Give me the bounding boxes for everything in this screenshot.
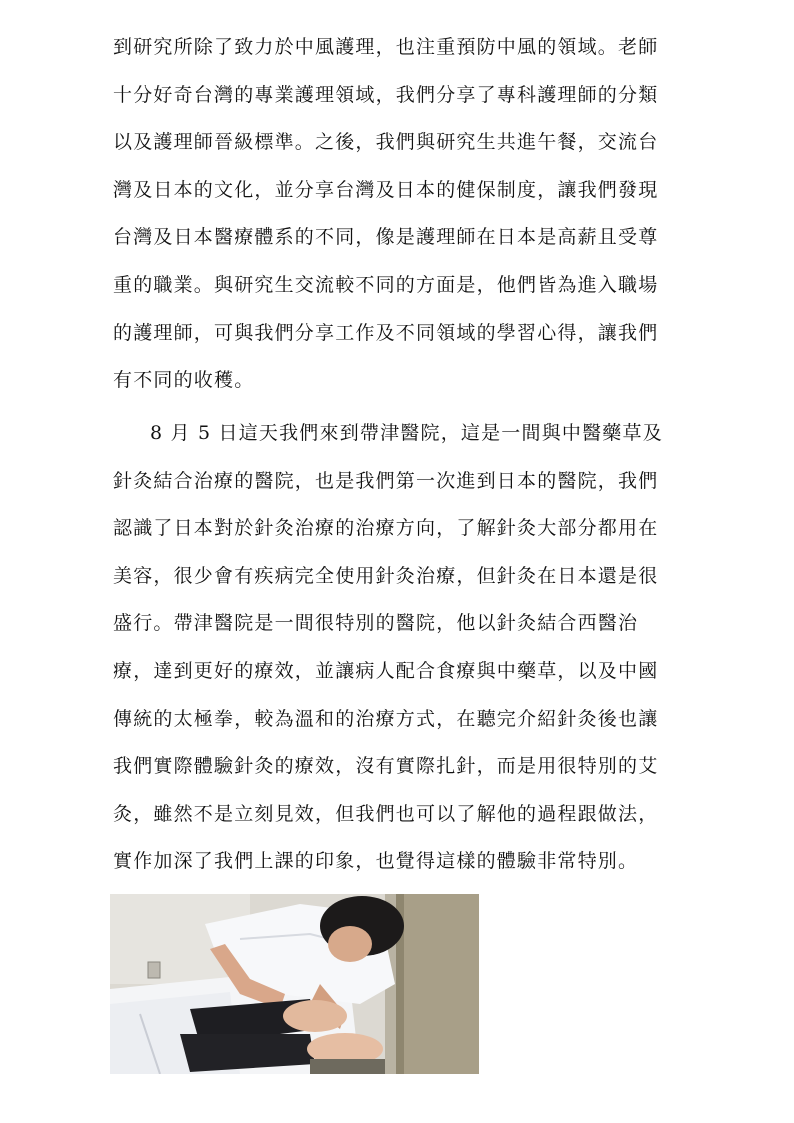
- text-line: 實作加深了我們上課的印象，也覺得這樣的體驗非常特別。: [113, 850, 639, 873]
- text-line: 台灣及日本醫療體系的不同，像是護理師在日本是高薪且受尊: [113, 226, 659, 249]
- text-line: 到研究所除了致力於中風護理，也注重預防中風的領域。老師: [113, 36, 659, 58]
- text-line: 有不同的收穫。: [113, 369, 255, 392]
- text-line: 美容，很少會有疾病完全使用針灸治療，但針灸在日本還是很: [113, 564, 659, 587]
- text-line: 針灸結合治療的醫院，也是我們第一次進到日本的醫院，我們: [113, 469, 659, 492]
- text-line: 療，達到更好的療效，並讓病人配合食療與中藥草，以及中國: [113, 659, 659, 682]
- text-line: 我們實際體驗針灸的療效，沒有實際扎針，而是用很特別的艾: [113, 755, 659, 778]
- text-line: 重的職業。與研究生交流較不同的方面是，他們皆為進入職場: [113, 273, 659, 296]
- text-line: 傳統的太極拳，較為溫和的治療方式，在聽完介紹針灸後也讓: [113, 707, 659, 730]
- text-line: 十分好奇台灣的專業護理領域，我們分享了專科護理師的分類: [113, 83, 659, 106]
- text-line: 盛行。帶津醫院是一間很特別的醫院，他以針灸結合西醫治: [113, 612, 639, 635]
- text-line: 認識了日本對於針灸治療的治療方向，了解針灸大部分都用在: [113, 517, 659, 540]
- treatment-photo: [110, 894, 479, 1074]
- text-line: 灸，雖然不是立刻見效，但我們也可以了解他的過程跟做法，: [113, 802, 659, 825]
- paragraph-2: [113, 410, 688, 886]
- text-line: 8 月 5 日這天我們來到帶津醫院，這是一間與中醫藥草及: [150, 422, 663, 444]
- paragraph-1: [113, 24, 688, 405]
- text-line: 以及護理師晉級標準。之後，我們與研究生共進午餐，交流台: [113, 131, 659, 154]
- text-line: 灣及日本的文化，並分享台灣及日本的健保制度，讓我們發現: [113, 178, 659, 201]
- text-line: 的護理師，可與我們分享工作及不同領域的學習心得，讓我們: [113, 321, 659, 344]
